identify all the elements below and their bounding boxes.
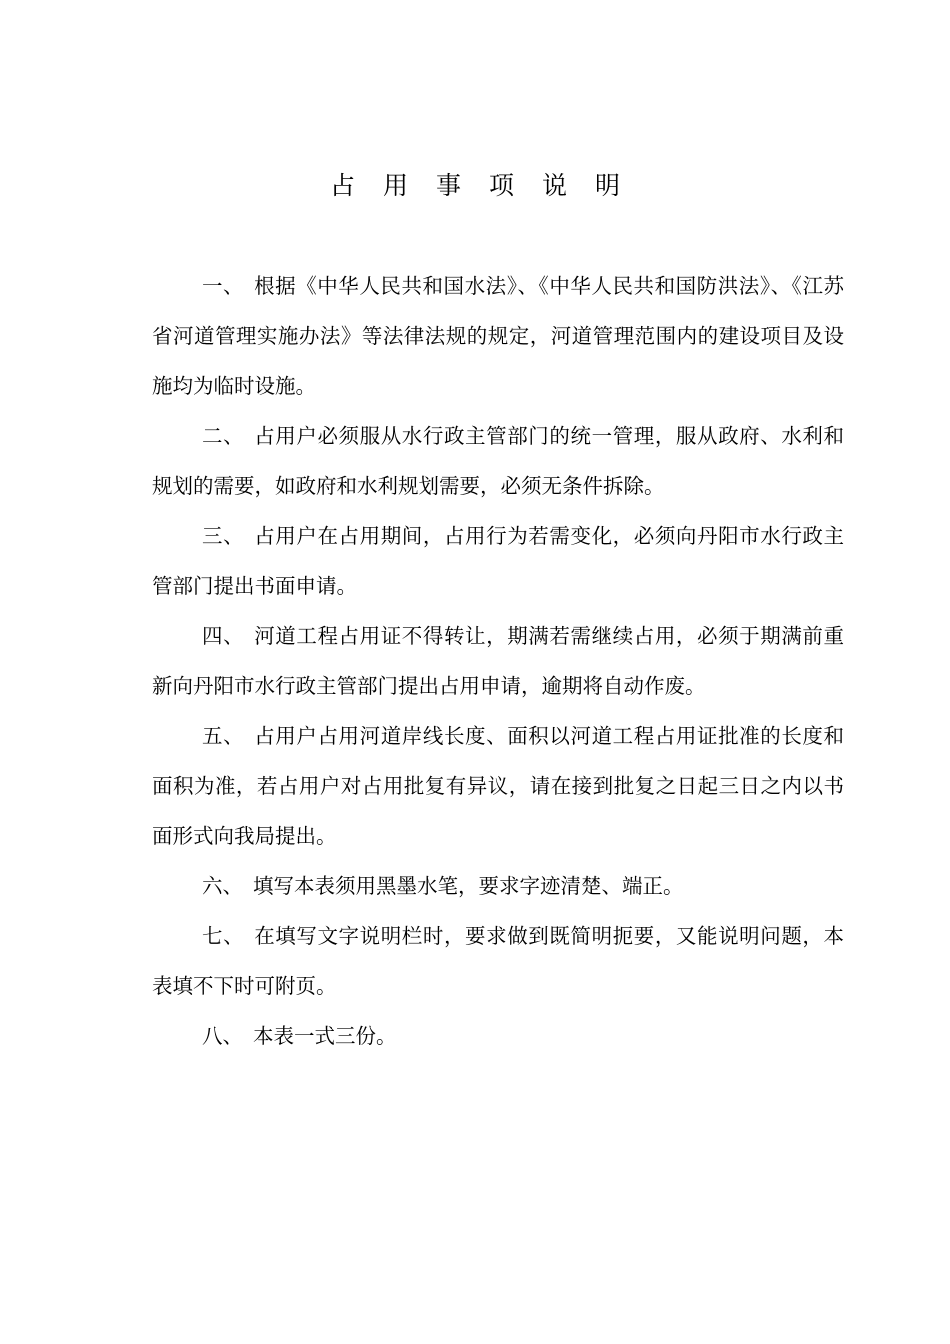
item-number: 七、: [202, 924, 245, 948]
item-text: 根据《中华人民共和国水法》、《中华人民共和国防洪法》、《江苏省河道管理实施办法》等法律法规的规定，河道管理范围内的建设项目及设施均为临时设施。: [152, 274, 845, 398]
list-item: [152, 1011, 844, 1061]
item-number: 二、: [202, 424, 245, 448]
item-number: 五、: [202, 724, 245, 748]
list-item: [152, 261, 844, 411]
item-number: 四、: [202, 624, 245, 648]
item-text: 填写本表须用黑墨水笔，要求字迹清楚、端正。: [253, 874, 684, 898]
list-item: [152, 861, 844, 911]
item-list: [152, 261, 844, 1061]
item-number: 八、: [202, 1024, 243, 1048]
item-text: 本表一式三份。: [253, 1024, 397, 1048]
item-text: 河道工程占用证不得转让，期满若需继续占用，必须于期满前重新向丹阳市水行政主管部门提出占用申请，逾期将自动作废。: [152, 624, 845, 698]
list-item: [152, 911, 844, 1011]
item-text: 占用户必须服从水行政主管部门的统一管理，服从政府、水利和规划的需要，如政府和水利规划需要，必须无条件拆除。: [152, 424, 845, 498]
item-number: 六、: [202, 874, 243, 898]
item-text: 占用户占用河道岸线长度、面积以河道工程占用证批准的长度和面积为准，若占用户对占用批复有异议，请在接到批复之日起三日之内以书面形式向我局提出。: [152, 724, 845, 848]
list-item: [152, 411, 844, 511]
item-text: 在填写文字说明栏时，要求做到既简明扼要，又能说明问题，本表填不下时可附页。: [152, 924, 845, 998]
item-number: 一、: [202, 274, 245, 298]
list-item: [152, 611, 844, 711]
list-item: [152, 711, 844, 861]
page-title: 占用事项说明: [329, 171, 648, 200]
list-item: [152, 511, 844, 611]
item-text: 占用户在占用期间，占用行为若需变化，必须向丹阳市水行政主管部门提出书面申请。: [152, 524, 845, 598]
item-number: 三、: [202, 524, 245, 548]
